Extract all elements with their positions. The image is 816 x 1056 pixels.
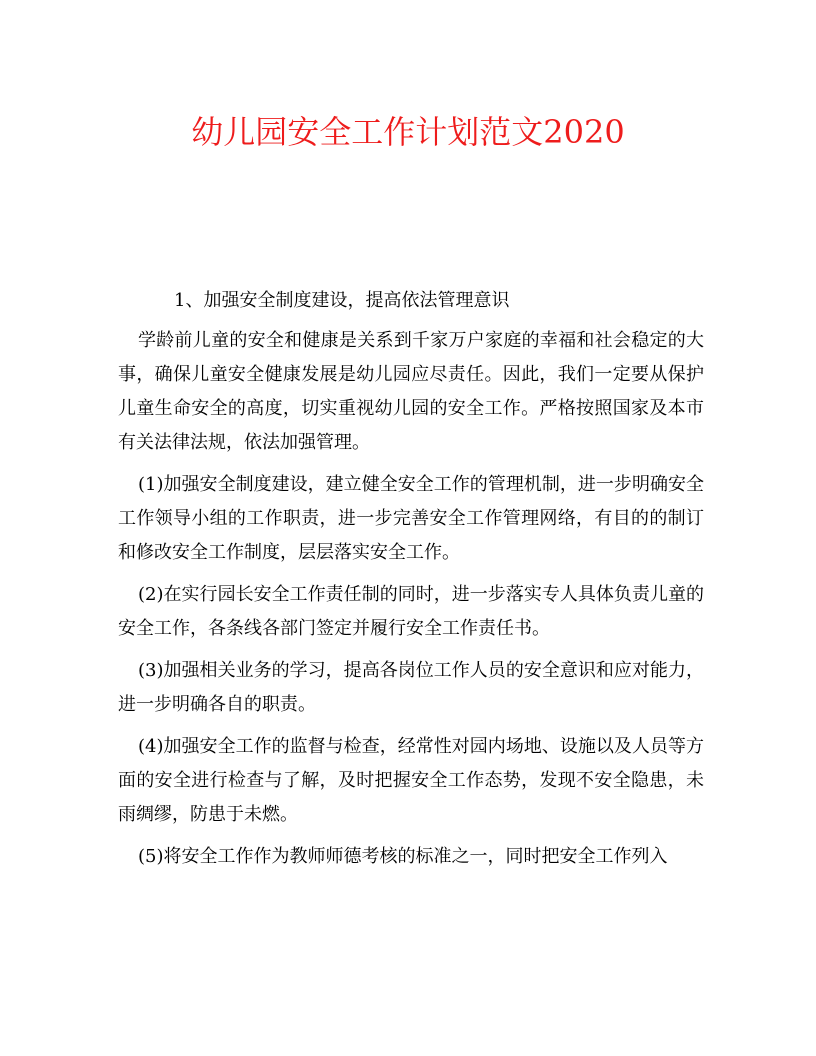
paragraph-item-4: (4)加强安全工作的监督与检查，经常性对园内场地、设施以及人员等方面的安全进行检查与了解，及时把握安全工作态势，发现不安全隐患，未雨绸缪，防患于未燃。 (118, 736, 704, 825)
paragraph-item-1: (1)加强安全制度建设，建立健全安全工作的管理机制，进一步明确安全工作领导小组的工作职责，进一步完善安全工作管理网络，有目的的制订和修改安全工作制度，层层落实安全工作。 (118, 474, 704, 563)
paragraph-item-5: (5)将安全工作作为教师师德考核的标准之一，同时把安全工作列入 (138, 846, 668, 867)
document-body (118, 284, 704, 874)
paragraph-intro: 学龄前儿童的安全和健康是关系到千家万户家庭的幸福和社会稳定的大事，确保儿童安全健康发展是幼儿园应尽责任。因此，我们一定要从保护儿童生命安全的高度，切实重视幼儿园的安全工作。严格按照国家及本市有关法律法规，依法加强管理。 (118, 330, 704, 453)
paragraph-item-2: (2)在实行园长安全工作责任制的同时，进一步落实专人具体负责儿童的安全工作，各条线各部门签定并履行安全工作责任书。 (118, 584, 704, 639)
section-heading: 1、加强安全制度建设，提高依法管理意识 (174, 290, 510, 311)
document-title: 幼儿园安全工作计划范文2020 (191, 113, 625, 151)
paragraph-item-3: (3)加强相关业务的学习，提高各岗位工作人员的安全意识和应对能力，进一步明确各自的职责。 (118, 660, 704, 715)
